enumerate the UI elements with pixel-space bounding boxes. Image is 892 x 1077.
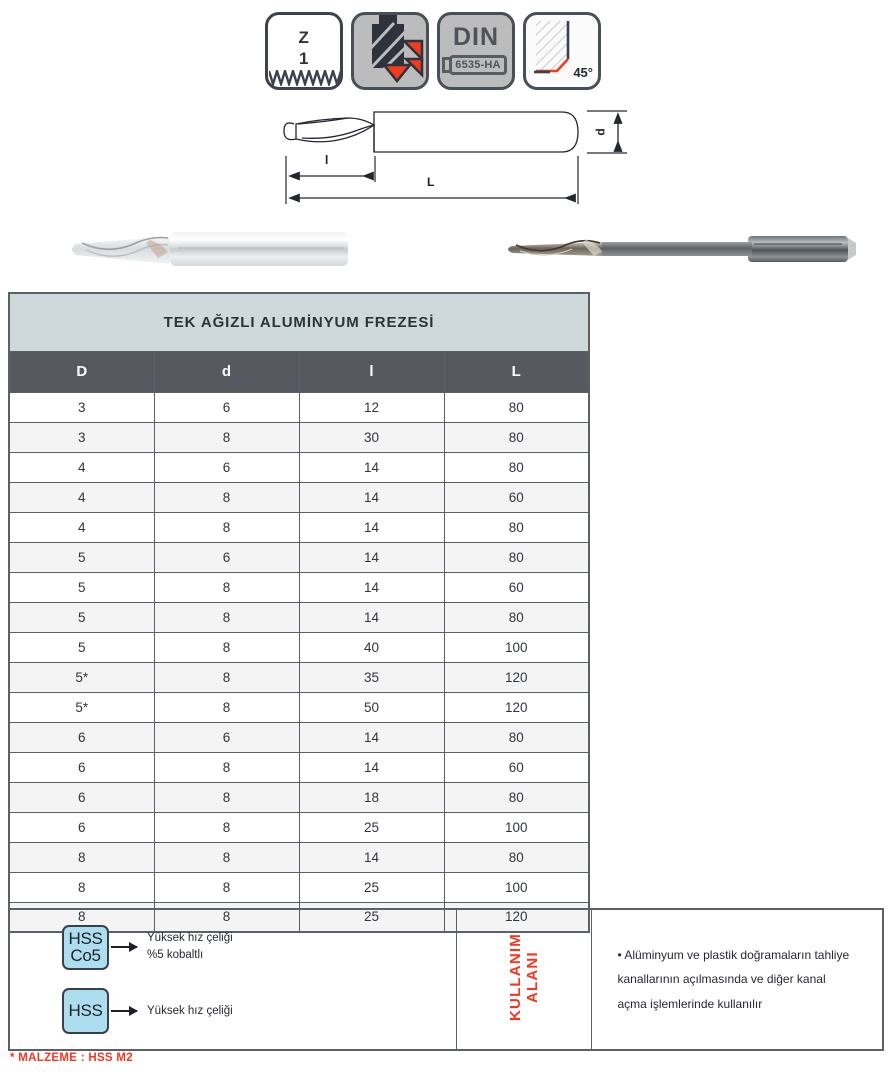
cell-l: 25: [299, 872, 444, 902]
cell-L: 80: [444, 512, 589, 542]
column-header-L: L: [444, 351, 589, 392]
cell-L: 80: [444, 602, 589, 632]
cell-D: 5: [9, 542, 154, 572]
cell-D: 5: [9, 632, 154, 662]
material-legend-cell: [9, 909, 456, 1050]
cell-L: 80: [444, 782, 589, 812]
hss-co5-desc-line1: Yüksek hız çeliği: [147, 932, 233, 945]
cell-L: 100: [444, 632, 589, 662]
cell-l: 14: [299, 752, 444, 782]
hss-co5-description: [147, 930, 233, 965]
cell-L: 80: [444, 392, 589, 422]
legend-table: [8, 908, 884, 1051]
hss-badge: [62, 988, 109, 1034]
cell-d: 8: [154, 842, 299, 872]
cell-d: 8: [154, 482, 299, 512]
usage-area-description-cell: [591, 909, 883, 1050]
cell-D: 5*: [9, 662, 154, 692]
table-row[interactable]: [9, 752, 589, 782]
cell-D: 3: [9, 422, 154, 452]
cell-L: 120: [444, 902, 589, 932]
cell-D: 3: [9, 392, 154, 422]
usage-area-description: • Alüminyum ve plastik doğramaların tahliye kanallarının açılmasında ve diğer kanal açma işlemlerinde kullanılır: [617, 947, 850, 1011]
cell-l: 30: [299, 422, 444, 452]
arrow-icon: [111, 1010, 137, 1012]
cell-l: 14: [299, 722, 444, 752]
table-row[interactable]: [9, 572, 589, 602]
dim-label-l-large: L: [427, 175, 435, 189]
cell-d: 8: [154, 782, 299, 812]
table-row[interactable]: [9, 392, 589, 422]
technical-drawing: [262, 100, 662, 212]
cell-D: 6: [9, 812, 154, 842]
column-header-l: l: [299, 351, 444, 392]
column-header-d: d: [154, 351, 299, 392]
din-code: 6535-HA: [449, 55, 507, 75]
hss-badge-line1: HSS: [68, 1001, 103, 1021]
cell-D: 8: [9, 842, 154, 872]
cell-l: 14: [299, 572, 444, 602]
cell-D: 8: [9, 872, 154, 902]
cell-d: 8: [154, 632, 299, 662]
arrow-icon: [111, 946, 137, 948]
cell-D: 5: [9, 572, 154, 602]
dim-label-d: d: [593, 128, 608, 136]
usage-area-label: KULLANIM ALANI: [506, 933, 541, 1021]
cell-l: 14: [299, 842, 444, 872]
table-row[interactable]: [9, 542, 589, 572]
cell-D: 5*: [9, 692, 154, 722]
cell-l: 14: [299, 512, 444, 542]
cell-l: 14: [299, 542, 444, 572]
cell-D: 6: [9, 752, 154, 782]
cell-l: 12: [299, 392, 444, 422]
cell-L: 80: [444, 722, 589, 752]
specification-table: [8, 292, 590, 933]
table-row[interactable]: [9, 602, 589, 632]
cell-d: 8: [154, 422, 299, 452]
cell-d: 8: [154, 512, 299, 542]
cell-L: 120: [444, 692, 589, 722]
cell-l: 25: [299, 812, 444, 842]
product-photo-silver-endmill: [58, 222, 358, 276]
corner-angle-icon: [523, 12, 601, 90]
hss-co5-badge-line1: HSS: [68, 928, 103, 948]
cell-D: 6: [9, 722, 154, 752]
table-row[interactable]: [9, 782, 589, 812]
cell-d: 8: [154, 602, 299, 632]
cell-l: 14: [299, 602, 444, 632]
column-header-D: D: [9, 351, 154, 392]
spec-table-body: [9, 293, 589, 932]
cell-D: 8: [9, 902, 154, 932]
cell-D: 4: [9, 452, 154, 482]
cell-d: 8: [154, 692, 299, 722]
table-row[interactable]: [9, 692, 589, 722]
spec-table-header-row: [9, 351, 589, 392]
table-row[interactable]: [9, 872, 589, 902]
cell-D: 5: [9, 602, 154, 632]
cell-l: 35: [299, 662, 444, 692]
feature-icon-strip: [265, 12, 650, 100]
flute-count-label: Z 1: [298, 28, 310, 69]
material-legend-item-hssco5: [62, 925, 456, 971]
cell-l: 14: [299, 452, 444, 482]
cell-d: 8: [154, 812, 299, 842]
table-row[interactable]: [9, 812, 589, 842]
zigzag-edge-icon: [269, 70, 341, 86]
usage-area-label-cell: [456, 909, 591, 1050]
cell-D: 6: [9, 782, 154, 812]
cell-L: 100: [444, 872, 589, 902]
cell-d: 8: [154, 572, 299, 602]
table-row[interactable]: [9, 662, 589, 692]
chip-evacuation-icon: [351, 12, 429, 90]
table-row[interactable]: [9, 842, 589, 872]
din-standard-icon: [437, 12, 515, 90]
cell-d: 6: [154, 452, 299, 482]
product-photo-long-endmill: [490, 222, 870, 276]
cell-L: 80: [444, 542, 589, 572]
cell-D: 4: [9, 512, 154, 542]
cell-D: 4: [9, 482, 154, 512]
cell-L: 100: [444, 812, 589, 842]
table-row[interactable]: [9, 452, 589, 482]
cell-d: 8: [154, 902, 299, 932]
cell-l: 50: [299, 692, 444, 722]
hss-co5-badge-line2: Co5: [70, 945, 101, 965]
cell-l: 18: [299, 782, 444, 812]
table-row[interactable]: [9, 422, 589, 452]
table-row[interactable]: [9, 632, 589, 662]
cell-L: 80: [444, 842, 589, 872]
cell-L: 80: [444, 422, 589, 452]
hss-description: [147, 1003, 233, 1020]
table-row[interactable]: [9, 722, 589, 752]
cell-d: 6: [154, 392, 299, 422]
flute-count-icon: [265, 12, 343, 90]
spec-table-title: TEK AĞIZLI ALUMİNYUM FREZESİ: [9, 293, 589, 351]
cell-L: 60: [444, 752, 589, 782]
hss-desc-line1: Yüksek hız çeliği: [147, 1004, 233, 1017]
cell-l: 40: [299, 632, 444, 662]
cell-l: 14: [299, 482, 444, 512]
cell-d: 8: [154, 752, 299, 782]
cell-d: 6: [154, 722, 299, 752]
cell-L: 60: [444, 482, 589, 512]
tool-dimension-diagram: [262, 100, 662, 212]
table-row[interactable]: [9, 482, 589, 512]
cell-d: 8: [154, 872, 299, 902]
chip-evacuation-glyph: [354, 15, 426, 87]
cell-d: 8: [154, 662, 299, 692]
cell-L: 80: [444, 452, 589, 482]
hss-co5-badge: [62, 925, 109, 971]
table-row[interactable]: [9, 512, 589, 542]
cell-L: 60: [444, 572, 589, 602]
cell-l: 25: [299, 902, 444, 932]
cell-L: 120: [444, 662, 589, 692]
angle-value: 45°: [573, 65, 593, 80]
din-label: DIN: [452, 23, 500, 51]
cell-d: 6: [154, 542, 299, 572]
material-legend-item-hss: [62, 988, 456, 1034]
spec-table-title-row: [9, 293, 589, 351]
footnote-material: * MALZEME : HSS M2: [10, 1052, 133, 1064]
dim-label-l-small: l: [325, 153, 329, 167]
hss-co5-desc-line2: %5 kobaltlı: [147, 949, 204, 962]
